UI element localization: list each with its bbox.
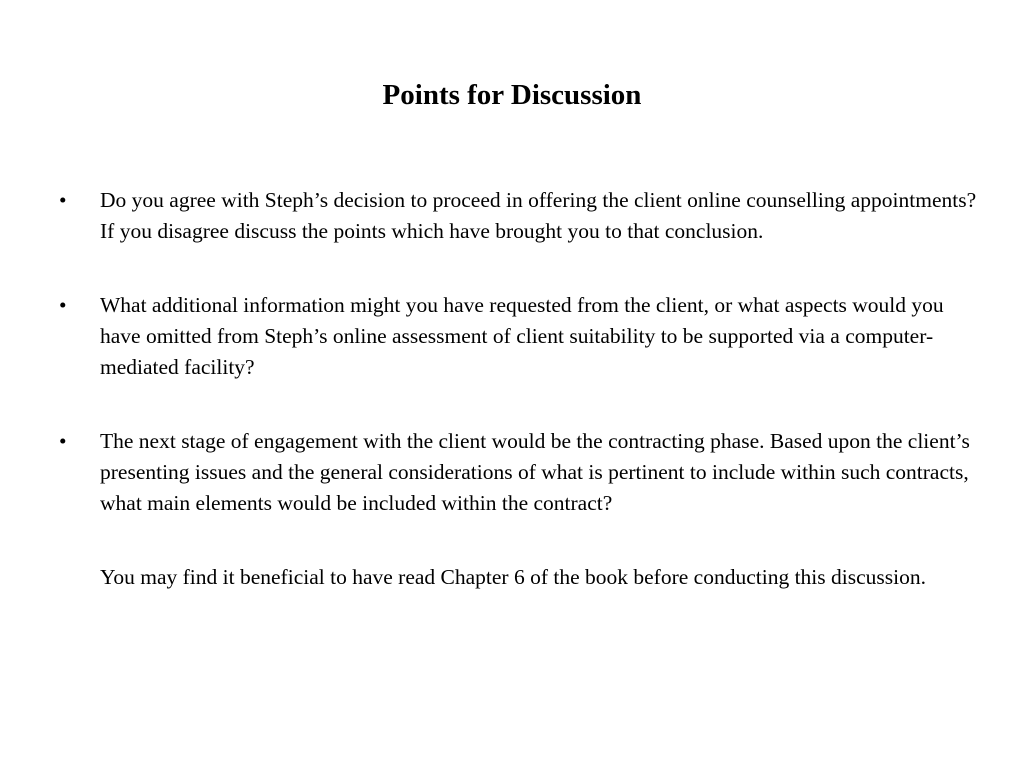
discussion-point-2 bbox=[59, 290, 979, 383]
discussion-point-text: What additional information might you have requested from the client, or what aspects would you have omitted from Steph’s online assessment of client suitability to be supported via a computer-mediated facility? bbox=[100, 293, 944, 379]
reading-note: You may find it beneficial to have read Chapter 6 of the book before conducting this discussion. bbox=[100, 565, 926, 589]
bullet-icon: • bbox=[59, 188, 67, 212]
slide-content bbox=[59, 185, 979, 593]
discussion-point-text: Do you agree with Steph’s decision to proceed in offering the client online counselling appointments? If you disagree discuss the points which have brought you to that conclusion. bbox=[100, 188, 977, 243]
discussion-point-text: The next stage of engagement with the client would be the contracting phase. Based upon the client’s presenting issues and the general considerations of what is pertinent to include within such contracts, what main elements would be included within the contract? bbox=[100, 429, 970, 515]
discussion-point-3 bbox=[59, 426, 979, 519]
bullet-icon: • bbox=[59, 429, 67, 453]
bullet-icon: • bbox=[59, 293, 67, 317]
slide-title: Points for Discussion bbox=[382, 79, 642, 111]
discussion-point-1 bbox=[59, 185, 979, 247]
